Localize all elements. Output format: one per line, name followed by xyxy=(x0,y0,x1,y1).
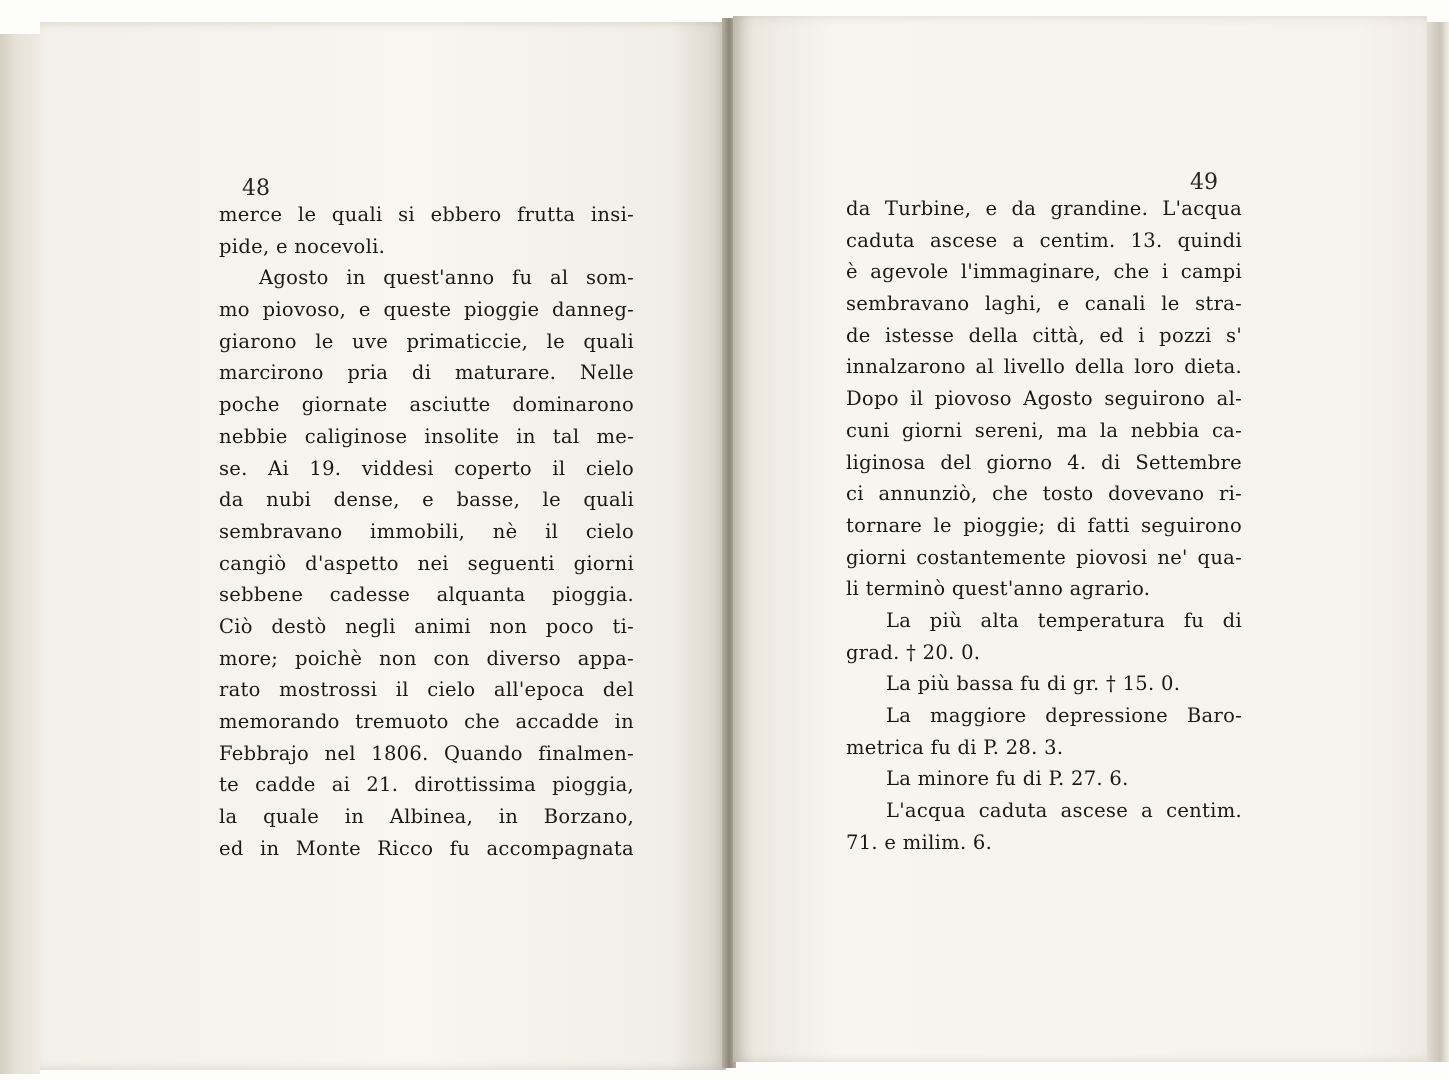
text-line: giorni costantemente piovosi ne' qua- xyxy=(846,545,1242,569)
text-line: sembravano laghi, e canali le stra- xyxy=(846,292,1242,316)
text-line: memorando tremuoto che accadde in xyxy=(219,710,634,733)
text-line: rato mostrossi il cielo all'epoca del xyxy=(219,678,634,702)
book-back-cover-edge xyxy=(0,34,40,1074)
text-line: Dopo il piovoso Agosto seguirono al- xyxy=(846,387,1242,411)
text-line: liginosa del giorno 4. di Settembre xyxy=(846,450,1242,474)
text-line: Febbrajo nel 1806. Quando finalmen- xyxy=(219,741,634,765)
text-line: Agosto in quest'anno fu al som- xyxy=(259,266,634,290)
text-line: metrica fu di P. 28. 3. xyxy=(846,735,1064,759)
text-line: cuni giorni sereni, ma la nebbia ca- xyxy=(846,418,1242,442)
text-line: poche giornate asciutte dominarono xyxy=(219,393,634,417)
book-page-edges xyxy=(1427,22,1449,1062)
text-line: marcirono pria di maturare. Nelle xyxy=(219,361,634,385)
text-line: da nubi dense, e basse, le quali xyxy=(219,488,634,512)
text-line: de istesse della città, ed i pozzi s' xyxy=(846,323,1242,347)
text-line: more; poichè non con diverso appa- xyxy=(219,646,634,670)
text-line: innalzarono al livello della loro dieta. xyxy=(846,355,1242,379)
right-page-number: 49 xyxy=(1190,170,1218,195)
text-line: La più bassa fu di gr. † 15. 0. xyxy=(886,672,1181,696)
text-line: mo piovoso, e queste pioggie danneg- xyxy=(219,298,634,322)
text-line: te cadde ai 21. dirottissima pioggia, xyxy=(219,773,634,797)
text-line: sembravano immobili, nè il cielo xyxy=(219,519,634,543)
text-line: giarono le uve primaticcie, le quali xyxy=(219,329,634,353)
text-line: la quale in Albinea, in Borzano, xyxy=(219,805,634,829)
text-line: La maggiore depressione Baro- xyxy=(886,704,1242,727)
right-page-text xyxy=(846,193,1242,858)
text-line: L'acqua caduta ascese a centim. xyxy=(886,799,1242,823)
left-page-number: 48 xyxy=(242,176,270,201)
text-line: tornare le pioggie; di fatti seguirono xyxy=(846,513,1242,537)
text-line: 71. e milim. 6. xyxy=(846,830,993,854)
text-line: è agevole l'immaginare, che i campi xyxy=(846,260,1242,284)
text-line: Ciò destò negli animi non poco ti- xyxy=(219,614,634,638)
text-line: merce le quali si ebbero frutta insi- xyxy=(219,203,634,226)
text-line: ci annunziò, che tosto dovevano ri- xyxy=(846,482,1242,506)
text-line: ed in Monte Ricco fu accompagnata xyxy=(219,836,634,860)
text-line: La più alta temperatura fu di xyxy=(886,608,1242,632)
text-line: li terminò quest'anno agrario. xyxy=(846,577,1151,601)
text-line: nebbie caliginose insolite in tal me- xyxy=(219,424,634,448)
text-line: da Turbine, e da grandine. L'acqua xyxy=(846,197,1242,220)
text-line: grad. † 20. 0. xyxy=(846,640,981,664)
text-line: La minore fu di P. 27. 6. xyxy=(886,767,1129,791)
text-line: cangiò d'aspetto nei seguenti giorni xyxy=(219,551,634,575)
left-page-text xyxy=(219,199,634,864)
text-line: caduta ascese a centim. 13. quindi xyxy=(846,228,1242,252)
text-line: pide, e nocevoli. xyxy=(219,234,386,258)
text-line: se. Ai 19. viddesi coperto il cielo xyxy=(219,456,634,480)
text-line: sebbene cadesse alquanta pioggia. xyxy=(219,583,634,607)
